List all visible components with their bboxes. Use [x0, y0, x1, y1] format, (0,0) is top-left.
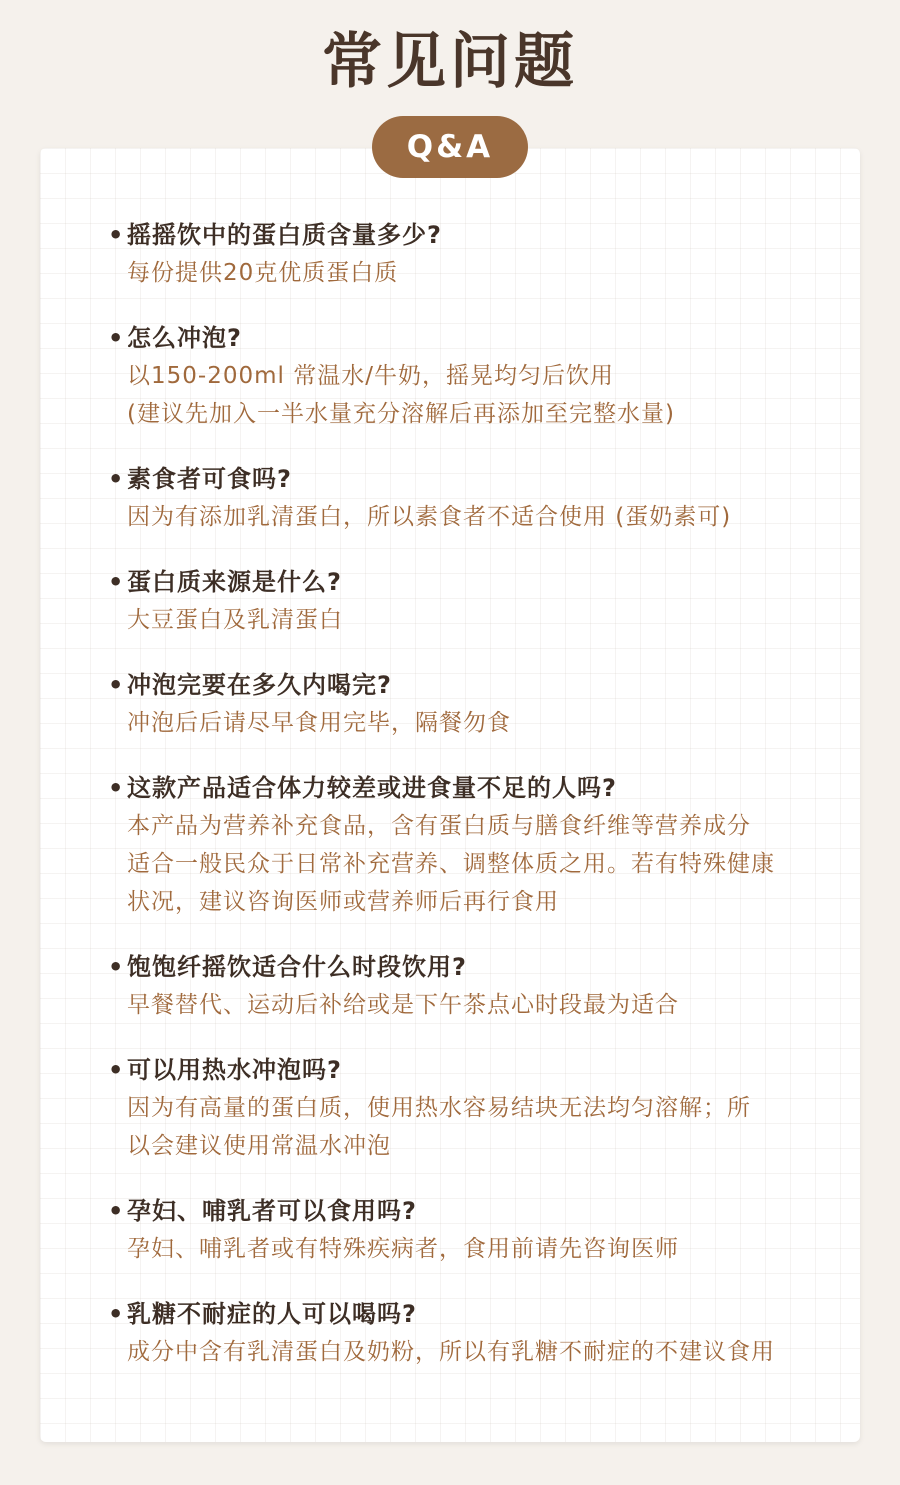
- bullet-icon: •: [108, 1056, 125, 1084]
- faq-answer-line: 冲泡后后请尽早食用完毕，隔餐勿食: [127, 710, 511, 736]
- faq-item: [108, 948, 828, 1024]
- faq-question-text: 怎么冲泡?: [127, 324, 242, 352]
- faq-answer-line: 以会建议使用常温水冲泡: [127, 1133, 391, 1159]
- faq-item: [108, 319, 828, 433]
- faq-answer-line: 状况，建议咨询医师或营养师后再行食用: [127, 889, 559, 915]
- faq-list: [108, 216, 828, 1371]
- faq-item: [108, 1295, 828, 1371]
- faq-question-text: 蛋白质来源是什么?: [127, 568, 342, 596]
- faq-answer-line: 因为有高量的蛋白质，使用热水容易结块无法均匀溶解；所: [127, 1095, 751, 1121]
- faq-answer-line: 孕妇、哺乳者或有特殊疾病者，食用前请先咨询医师: [127, 1236, 679, 1262]
- faq-item: [108, 460, 828, 536]
- faq-question-text: 素食者可食吗?: [127, 465, 292, 493]
- faq-question: [108, 460, 828, 498]
- faq-question-text: 这款产品适合体力较差或进食量不足的人吗?: [127, 774, 617, 802]
- faq-question-text: 冲泡完要在多久内喝完?: [127, 671, 392, 699]
- faq-answer-line: 因为有添加乳清蛋白，所以素食者不适合使用 (蛋奶素可): [127, 504, 732, 530]
- faq-question: [108, 1051, 828, 1089]
- bullet-icon: •: [108, 671, 125, 699]
- faq-question: [108, 319, 828, 357]
- faq-item: [108, 666, 828, 742]
- faq-question-text: 乳糖不耐症的人可以喝吗?: [127, 1300, 417, 1328]
- faq-question-text: 摇摇饮中的蛋白质含量多少?: [127, 221, 442, 249]
- faq-answer-line: 本产品为营养补充食品，含有蛋白质与膳食纤维等营养成分: [127, 813, 751, 839]
- faq-question: [108, 1192, 828, 1230]
- faq-item: [108, 1192, 828, 1268]
- bullet-icon: •: [108, 953, 125, 981]
- bullet-icon: •: [108, 1197, 125, 1225]
- bullet-icon: •: [108, 465, 125, 493]
- faq-item: [108, 563, 828, 639]
- faq-answer-line: 适合一般民众于日常补充营养、调整体质之用。若有特殊健康: [127, 851, 775, 877]
- faq-item: [108, 1051, 828, 1165]
- faq-question: [108, 769, 828, 807]
- faq-question: [108, 1295, 828, 1333]
- faq-answer-line: 以150-200ml 常温水/牛奶，摇晃均匀后饮用: [127, 363, 614, 389]
- faq-answer-line: (建议先加入一半水量充分溶解后再添加至完整水量): [127, 401, 675, 427]
- faq-question: [108, 666, 828, 704]
- faq-answer-line: 每份提供20克优质蛋白质: [127, 260, 399, 286]
- faq-question: [108, 948, 828, 986]
- bullet-icon: •: [108, 324, 125, 352]
- faq-item: [108, 769, 828, 921]
- bullet-icon: •: [108, 1300, 125, 1328]
- faq-answer-line: 早餐替代、运动后补给或是下午茶点心时段最为适合: [127, 992, 679, 1018]
- faq-question-text: 可以用热水冲泡吗?: [127, 1056, 342, 1084]
- faq-question-text: 饱饱纤摇饮适合什么时段饮用?: [127, 953, 467, 981]
- faq-question: [108, 216, 828, 254]
- faq-answer-line: 大豆蛋白及乳清蛋白: [127, 607, 343, 633]
- bullet-icon: •: [108, 774, 125, 802]
- page-title: 常见问题: [322, 27, 578, 97]
- qa-badge: Q&A: [372, 116, 528, 178]
- faq-answer-line: 成分中含有乳清蛋白及奶粉，所以有乳糖不耐症的不建议食用: [127, 1339, 775, 1365]
- faq-question-text: 孕妇、哺乳者可以食用吗?: [127, 1197, 417, 1225]
- bullet-icon: •: [108, 568, 125, 596]
- bullet-icon: •: [108, 221, 125, 249]
- faq-item: [108, 216, 828, 292]
- faq-question: [108, 563, 828, 601]
